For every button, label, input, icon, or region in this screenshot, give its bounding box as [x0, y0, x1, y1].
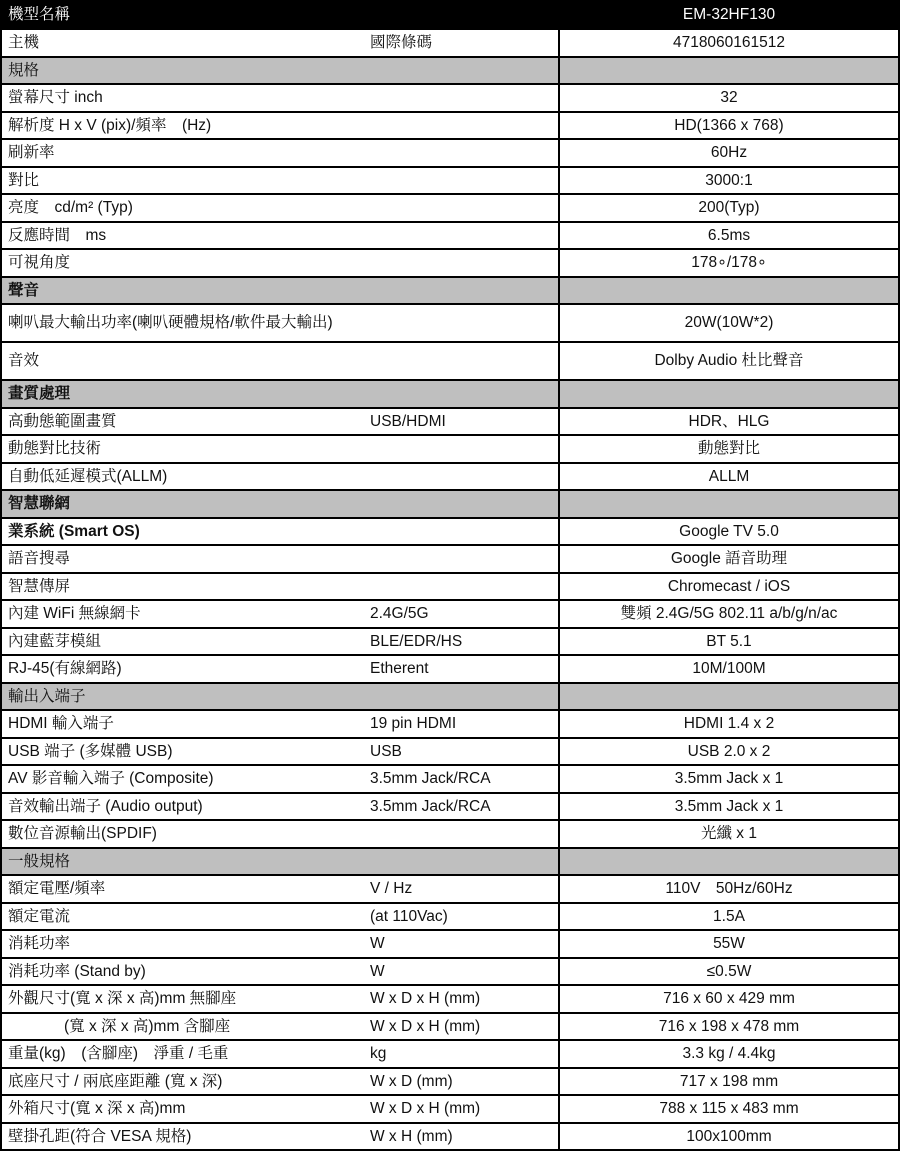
spec-unit: 19 pin HDMI — [370, 715, 457, 733]
spec-unit: W — [370, 962, 385, 980]
spec-value: 60Hz — [558, 140, 898, 166]
spec-unit: kg — [370, 1045, 387, 1063]
spec-value — [558, 278, 898, 304]
spec-value: ALLM — [558, 464, 898, 490]
spec-label: 業系統 (Smart OS) — [8, 522, 140, 540]
spec-unit — [370, 140, 558, 166]
section-row — [2, 847, 898, 875]
spec-value: HDR、HLG — [558, 409, 898, 435]
spec-label: 重量(kg) (含腳座) 淨重 / 毛重 — [8, 1045, 229, 1063]
spec-unit: 國際條碼 — [370, 34, 433, 52]
spec-label: 音效輸出端子 (Audio output) — [8, 797, 203, 815]
spec-unit — [370, 849, 558, 875]
table-row — [2, 627, 898, 655]
spec-unit — [370, 250, 558, 276]
spec-unit — [370, 546, 558, 572]
spec-unit: W — [370, 935, 385, 953]
spec-unit — [370, 684, 558, 710]
spec-label: 對比 — [8, 171, 40, 189]
spec-value — [558, 491, 898, 517]
spec-value: Google 語音助理 — [558, 546, 898, 572]
spec-value: 3.5mm Jack x 1 — [558, 766, 898, 792]
spec-value: 3000:1 — [558, 168, 898, 194]
table-body — [2, 28, 898, 1149]
spec-label: USB 端子 (多媒體 USB) — [8, 742, 173, 760]
section-row — [2, 276, 898, 304]
spec-value: 3.3 kg / 4.4kg — [558, 1041, 898, 1067]
spec-value: 光纖 x 1 — [558, 821, 898, 847]
spec-unit — [370, 195, 558, 221]
table-row — [2, 1122, 898, 1150]
spec-unit: (at 110Vac) — [370, 907, 448, 925]
spec-label: 外箱尺寸(寬 x 深 x 高)mm — [8, 1100, 186, 1118]
spec-value: 100x100mm — [558, 1124, 898, 1150]
spec-unit — [370, 343, 558, 379]
table-row — [2, 957, 898, 985]
section-row — [2, 489, 898, 517]
spec-value: 55W — [558, 931, 898, 957]
spec-label: 外觀尺寸(寬 x 深 x 高)mm 無腳座 — [8, 990, 237, 1008]
spec-unit — [370, 464, 558, 490]
section-row — [2, 682, 898, 710]
spec-value: 20W(10W*2) — [558, 305, 898, 341]
spec-label: 消耗功率 — [8, 935, 71, 953]
table-row — [2, 654, 898, 682]
spec-unit: W x D x H (mm) — [370, 990, 481, 1008]
spec-unit: 3.5mm Jack/RCA — [370, 797, 491, 815]
spec-label: 動態對比技術 — [8, 440, 102, 458]
spec-value: 178∘/178∘ — [558, 250, 898, 276]
spec-label: 刷新率 — [8, 144, 55, 162]
table-row — [2, 434, 898, 462]
table-row — [2, 737, 898, 765]
spec-label: 壁掛孔距(符合 VESA 規格) — [8, 1127, 192, 1145]
table-row — [2, 138, 898, 166]
spec-value — [558, 58, 898, 84]
table-row — [2, 874, 898, 902]
spec-unit: V / Hz — [370, 880, 413, 898]
spec-unit — [370, 223, 558, 249]
spec-label: 消耗功率 (Stand by) — [8, 962, 146, 980]
spec-value: HDMI 1.4 x 2 — [558, 711, 898, 737]
spec-value: 110V 50Hz/60Hz — [558, 876, 898, 902]
spec-label: 語音搜尋 — [8, 550, 71, 568]
spec-value: Google TV 5.0 — [558, 519, 898, 545]
spec-value: 6.5ms — [558, 223, 898, 249]
spec-value: 10M/100M — [558, 656, 898, 682]
spec-unit — [370, 519, 558, 545]
section-title: 畫質處理 — [8, 385, 71, 403]
spec-value: 716 x 198 x 478 mm — [558, 1014, 898, 1040]
section-row — [2, 56, 898, 84]
table-row — [2, 83, 898, 111]
spec-unit: W x H (mm) — [370, 1127, 453, 1145]
section-title: 一般規格 — [8, 852, 71, 870]
table-row — [2, 248, 898, 276]
spec-unit — [370, 574, 558, 600]
section-title: 聲音 — [8, 281, 40, 299]
section-title: 規格 — [8, 61, 40, 79]
spec-unit — [370, 305, 558, 341]
table-row — [2, 303, 898, 341]
spec-unit: 2.4G/5G — [370, 605, 429, 623]
spec-unit — [370, 381, 558, 407]
spec-label: 高動態範圍畫質 — [8, 412, 117, 430]
table-row — [2, 1094, 898, 1122]
spec-unit: W x D x H (mm) — [370, 1100, 481, 1118]
spec-value: 4718060161512 — [558, 30, 898, 56]
table-row — [2, 709, 898, 737]
table-row — [2, 1012, 898, 1040]
spec-label: 喇叭最大輸出功率(喇叭硬體規格/軟件最大輸出) — [8, 314, 333, 332]
spec-value: 717 x 198 mm — [558, 1069, 898, 1095]
spec-label: 自動低延遲模式(ALLM) — [8, 467, 168, 485]
table-row — [2, 111, 898, 139]
spec-unit: Etherent — [370, 660, 429, 678]
spec-value: 716 x 60 x 429 mm — [558, 986, 898, 1012]
table-row — [2, 341, 898, 379]
spec-label: 亮度 cd/m² (Typ) — [8, 199, 133, 217]
table-row — [2, 792, 898, 820]
spec-label: RJ-45(有線網路) — [8, 660, 122, 678]
table-row — [2, 1067, 898, 1095]
spec-unit — [370, 85, 558, 111]
spec-value: 3.5mm Jack x 1 — [558, 794, 898, 820]
spec-label: 反應時間 ms — [8, 226, 107, 244]
spec-label: (寬 x 深 x 高)mm 含腳座 — [64, 1017, 231, 1035]
section-title: 智慧聯網 — [8, 495, 71, 513]
table-row — [2, 929, 898, 957]
table-row — [2, 28, 898, 56]
spec-value: Chromecast / iOS — [558, 574, 898, 600]
header-spacer — [370, 2, 558, 28]
spec-value: Dolby Audio 杜比聲音 — [558, 343, 898, 379]
spec-label: 數位音源輸出(SPDIF) — [8, 825, 157, 843]
spec-value: ≤0.5W — [558, 959, 898, 985]
table-row — [2, 166, 898, 194]
table-row — [2, 764, 898, 792]
spec-unit: W x D x H (mm) — [370, 1017, 481, 1035]
spec-unit — [370, 491, 558, 517]
spec-label: AV 影音輸入端子 (Composite) — [8, 770, 214, 788]
spec-value: 動態對比 — [558, 436, 898, 462]
table-row — [2, 517, 898, 545]
spec-unit — [370, 278, 558, 304]
spec-unit — [370, 436, 558, 462]
table-row — [2, 221, 898, 249]
section-row — [2, 379, 898, 407]
spec-label: 螢幕尺寸 inch — [8, 89, 103, 107]
spec-unit — [370, 168, 558, 194]
spec-unit: BLE/EDR/HS — [370, 632, 463, 650]
spec-unit: W x D (mm) — [370, 1072, 453, 1090]
table-row — [2, 819, 898, 847]
table-row — [2, 462, 898, 490]
table-row — [2, 599, 898, 627]
spec-value: 1.5A — [558, 904, 898, 930]
table-row — [2, 544, 898, 572]
spec-unit: USB/HDMI — [370, 412, 446, 430]
spec-label: 底座尺寸 / 兩底座距離 (寬 x 深) — [8, 1072, 223, 1090]
spec-label: 額定電壓/頻率 — [8, 880, 106, 898]
spec-label: 智慧傳屏 — [8, 577, 71, 595]
section-title: 輸出入端子 — [8, 687, 86, 705]
spec-value — [558, 684, 898, 710]
spec-label: 內建 WiFi 無線網卡 — [8, 605, 141, 623]
spec-unit: 3.5mm Jack/RCA — [370, 770, 491, 788]
spec-value: 雙頻 2.4G/5G 802.11 a/b/g/n/ac — [558, 601, 898, 627]
spec-value: BT 5.1 — [558, 629, 898, 655]
spec-label: 內建藍芽模組 — [8, 632, 102, 650]
spec-unit — [370, 821, 558, 847]
spec-unit — [370, 58, 558, 84]
table-row — [2, 407, 898, 435]
spec-value: HD(1366 x 768) — [558, 113, 898, 139]
table-row — [2, 984, 898, 1012]
spec-value: 200(Typ) — [558, 195, 898, 221]
spec-value — [558, 849, 898, 875]
model-number: EM-32HF130 — [558, 2, 898, 28]
spec-unit — [370, 113, 558, 139]
spec-label: 音效 — [8, 352, 40, 370]
spec-value — [558, 381, 898, 407]
spec-unit: USB — [370, 742, 402, 760]
model-name-label: 機型名稱 — [8, 6, 71, 24]
spec-label: 額定電流 — [8, 907, 71, 925]
spec-value: 788 x 115 x 483 mm — [558, 1096, 898, 1122]
spec-value: 32 — [558, 85, 898, 111]
table-row — [2, 902, 898, 930]
spec-label: 主機 — [8, 34, 40, 52]
spec-label: HDMI 輸入端子 — [8, 715, 114, 733]
table-row — [2, 1039, 898, 1067]
table-header-row — [2, 2, 898, 28]
table-row — [2, 572, 898, 600]
spec-label: 可視角度 — [8, 254, 71, 272]
spec-value: USB 2.0 x 2 — [558, 739, 898, 765]
table-row — [2, 193, 898, 221]
spec-label: 解析度 H x V (pix)/頻率 (Hz) — [8, 116, 212, 134]
